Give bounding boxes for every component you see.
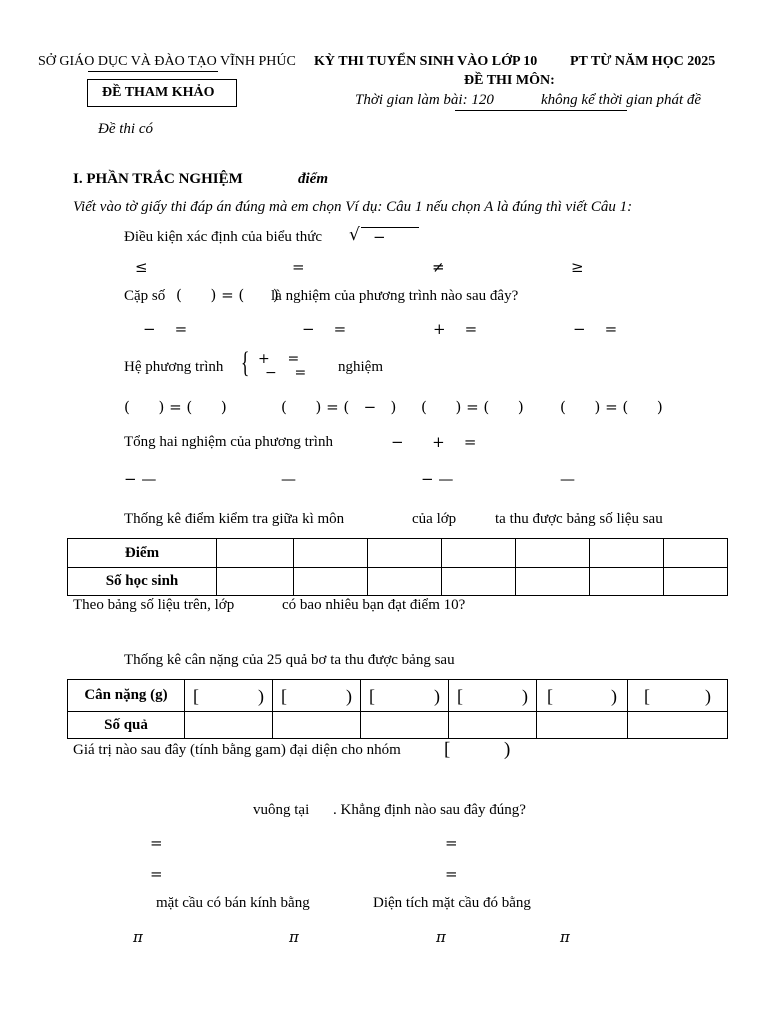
reference-badge-label: ĐỀ THAM KHẢO: [102, 85, 215, 100]
q2-pair: ( ) = ( ): [176, 286, 279, 304]
school-year: PT TỪ NĂM HỌC 2025: [570, 54, 716, 69]
section-points: điểm: [298, 171, 328, 187]
table-cell: [449, 712, 537, 739]
q2-option-a: − =: [143, 320, 188, 338]
section-instruction: Viết vào tờ giấy thi đáp án đúng mà em chọn Ví dụ: Câu 1 nếu chọn A là đúng thì viết Câu 1:: [73, 199, 633, 215]
q4-option-a: − —: [124, 470, 157, 488]
q2-prefix: Cặp số: [124, 288, 166, 304]
score-row: [68, 539, 728, 568]
interval-cell: [ ): [361, 680, 449, 712]
q5-intro-a: Thống kê điểm kiểm tra giữa kì môn: [124, 511, 345, 527]
table-cell: [273, 712, 361, 739]
fruit-count-row: [68, 712, 728, 739]
q3-option-b: ( ) = ( − ): [281, 398, 397, 416]
q8-option-d: π: [560, 928, 570, 946]
q4-equation: − + =: [391, 433, 477, 451]
score-table: [67, 538, 728, 596]
q4-option-c: − —: [421, 470, 454, 488]
q6-intro: Thống kê cân nặng của 25 quả bơ ta thu được bảng sau: [124, 652, 455, 668]
q4-text: Tổng hai nghiệm của phương trình: [124, 434, 333, 450]
time-underline: [455, 110, 627, 111]
interval-cell: [ ): [628, 680, 728, 712]
q6-question: Giá trị nào sau đây (tính bằng gam) đại diện cho nhóm: [73, 742, 401, 758]
table-cell: [368, 568, 442, 596]
q8-text-a: mặt cầu có bán kính bằng: [156, 895, 310, 911]
q1-text: Điều kiện xác định của biểu thức: [124, 229, 323, 245]
q6-interval-close: ): [504, 739, 511, 760]
q8-text-b: Diện tích mặt cầu đó bằng: [373, 895, 531, 911]
department-underline: [88, 71, 218, 72]
q4-option-b: —: [281, 470, 296, 488]
interval-cell: [ ): [185, 680, 273, 712]
weight-table: [67, 679, 728, 739]
q1-option-a: ≤: [135, 258, 148, 276]
q6-interval-open: [: [444, 739, 451, 760]
table-cell: [217, 539, 294, 568]
exam-title: KỲ THI TUYỂN SINH VÀO LỚP 10: [314, 54, 538, 69]
subject-label: ĐỀ THI MÔN:: [464, 73, 555, 88]
q7-option-a: =: [150, 834, 163, 852]
table-cell: [516, 539, 590, 568]
q1-minus: −: [373, 228, 386, 246]
table-cell: [368, 539, 442, 568]
table-cell: [664, 539, 728, 568]
sqrt-sign: √: [349, 225, 360, 245]
system-brace: {: [240, 346, 250, 379]
q2-option-c: + =: [433, 320, 478, 338]
system-line-1: + =: [258, 351, 300, 367]
q5-intro-c: ta thu được bảng số liệu sau: [495, 511, 663, 527]
q2-option-d: − =: [573, 320, 618, 338]
student-count-row: [68, 568, 728, 596]
pages-note: Đề thi có: [98, 121, 153, 137]
student-count-header: Số học sinh: [68, 568, 217, 596]
q3-option-d: ( ) = ( ): [560, 398, 663, 416]
score-row-header: Điểm: [68, 539, 217, 568]
table-cell: [442, 568, 516, 596]
q7-option-c: =: [150, 865, 163, 883]
reference-badge: [87, 79, 237, 107]
table-cell: [217, 568, 294, 596]
q1-option-b: =: [292, 258, 305, 276]
q2-suffix: là nghiệm của phương trình nào sau đây?: [271, 288, 519, 304]
q2-option-b: − =: [302, 320, 347, 338]
interval-cell: [ ): [537, 680, 628, 712]
table-cell: [442, 539, 516, 568]
q1-option-c: ≠: [432, 258, 445, 276]
q7-text-a: vuông tại: [253, 802, 310, 818]
department-name: SỞ GIÁO DỤC VÀ ĐÀO TẠO VĨNH PHÚC: [38, 54, 296, 69]
table-cell: [537, 712, 628, 739]
q7-option-b: =: [445, 834, 458, 852]
q5-question-a: Theo bảng số liệu trên, lớp: [73, 597, 235, 613]
interval-cell: [ ): [273, 680, 361, 712]
time-limit: Thời gian làm bài: 120: [355, 92, 494, 108]
table-cell: [185, 712, 273, 739]
weight-row-header: Cân nặng (g): [68, 680, 185, 712]
q8-option-c: π: [436, 928, 446, 946]
fruit-count-header: Số quả: [68, 712, 185, 739]
table-cell: [361, 712, 449, 739]
weight-row: [68, 680, 728, 712]
q3-option-c: ( ) = ( ): [421, 398, 524, 416]
q5-intro-b: của lớp: [412, 511, 457, 527]
table-cell: [294, 568, 368, 596]
q1-option-d: ≥: [571, 258, 584, 276]
q3-text: Hệ phương trình: [124, 359, 224, 375]
table-cell: [590, 568, 664, 596]
table-cell: [628, 712, 728, 739]
q3-suffix: nghiệm: [338, 359, 383, 375]
interval-cell: [ ): [449, 680, 537, 712]
table-cell: [294, 539, 368, 568]
time-note: không kể thời gian phát đề: [541, 92, 702, 108]
q8-option-b: π: [289, 928, 299, 946]
q5-question-b: có bao nhiêu bạn đạt điểm 10?: [282, 597, 466, 613]
q7-text-b: . Khẳng định nào sau đây đúng?: [333, 802, 526, 818]
system-line-2: − =: [265, 365, 307, 381]
q4-option-d: —: [560, 470, 575, 488]
q3-option-a: ( ) = ( ): [124, 398, 227, 416]
section-title: I. PHẦN TRẮC NGHIỆM: [73, 171, 243, 187]
q8-option-a: π: [133, 928, 143, 946]
table-cell: [664, 568, 728, 596]
table-cell: [516, 568, 590, 596]
q7-option-d: =: [445, 865, 458, 883]
table-cell: [590, 539, 664, 568]
sqrt-bar: [361, 227, 419, 228]
